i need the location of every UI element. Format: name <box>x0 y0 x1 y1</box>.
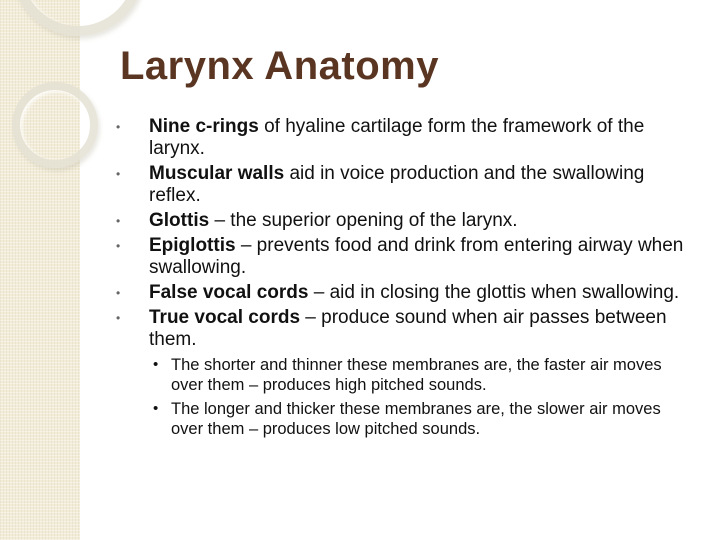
bullet-text: – produce sound when air passes between them. <box>149 307 667 350</box>
sub-bullet-text: The shorter and thinner these membranes are, the faster air moves over them – produces high pitched sounds. <box>171 356 662 394</box>
bullet-term: False vocal cords <box>149 282 309 303</box>
bullet-text: – aid in closing the glottis when swallowing. <box>308 282 680 303</box>
sub-bullet-text: The longer and thicker these membranes are, the slower air moves over them – produces low pitched sounds. <box>171 400 661 438</box>
bullet-text: – prevents food and drink from entering airway when swallowing. <box>149 235 684 278</box>
bullet-dot-icon: • <box>116 214 121 228</box>
bullet-item-muscular-walls <box>116 163 696 207</box>
bullet-list <box>116 116 696 443</box>
bullet-item-true-vocal-cords <box>116 307 696 439</box>
bullet-dot-icon: • <box>116 120 121 134</box>
bullet-item-glottis <box>116 210 696 232</box>
bullet-dot-icon: • <box>116 167 121 181</box>
bullet-text: aid in voice production and the swallowing reflex. <box>149 163 645 206</box>
bullet-item-c-rings <box>116 116 696 160</box>
bullet-term: Muscular walls <box>149 163 285 184</box>
bullet-term: Epiglottis <box>149 235 236 256</box>
side-texture-strip <box>0 0 80 540</box>
bullet-dot-icon: • <box>116 239 121 253</box>
bullet-term: Nine c-rings <box>149 116 259 137</box>
bullet-item-false-vocal-cords <box>116 282 696 304</box>
bullet-text: – the superior opening of the larynx. <box>209 210 518 231</box>
bullet-text: of hyaline cartilage form the framework of the larynx. <box>149 116 645 159</box>
bullet-dot-icon: • <box>116 286 121 300</box>
sub-bullet-dot-icon: • <box>153 400 159 417</box>
sub-bullet-list <box>149 355 696 439</box>
sub-bullet-item-high-pitch <box>149 355 696 395</box>
slide-title: Larynx Anatomy <box>120 44 439 88</box>
bullet-term: Glottis <box>149 210 210 231</box>
decorative-ring-small <box>12 82 98 168</box>
bullet-item-epiglottis <box>116 235 696 279</box>
sub-bullet-item-low-pitch <box>149 399 696 439</box>
sub-bullet-dot-icon: • <box>153 356 159 373</box>
bullet-dot-icon: • <box>116 311 121 325</box>
bullet-term: True vocal cords <box>149 307 301 328</box>
